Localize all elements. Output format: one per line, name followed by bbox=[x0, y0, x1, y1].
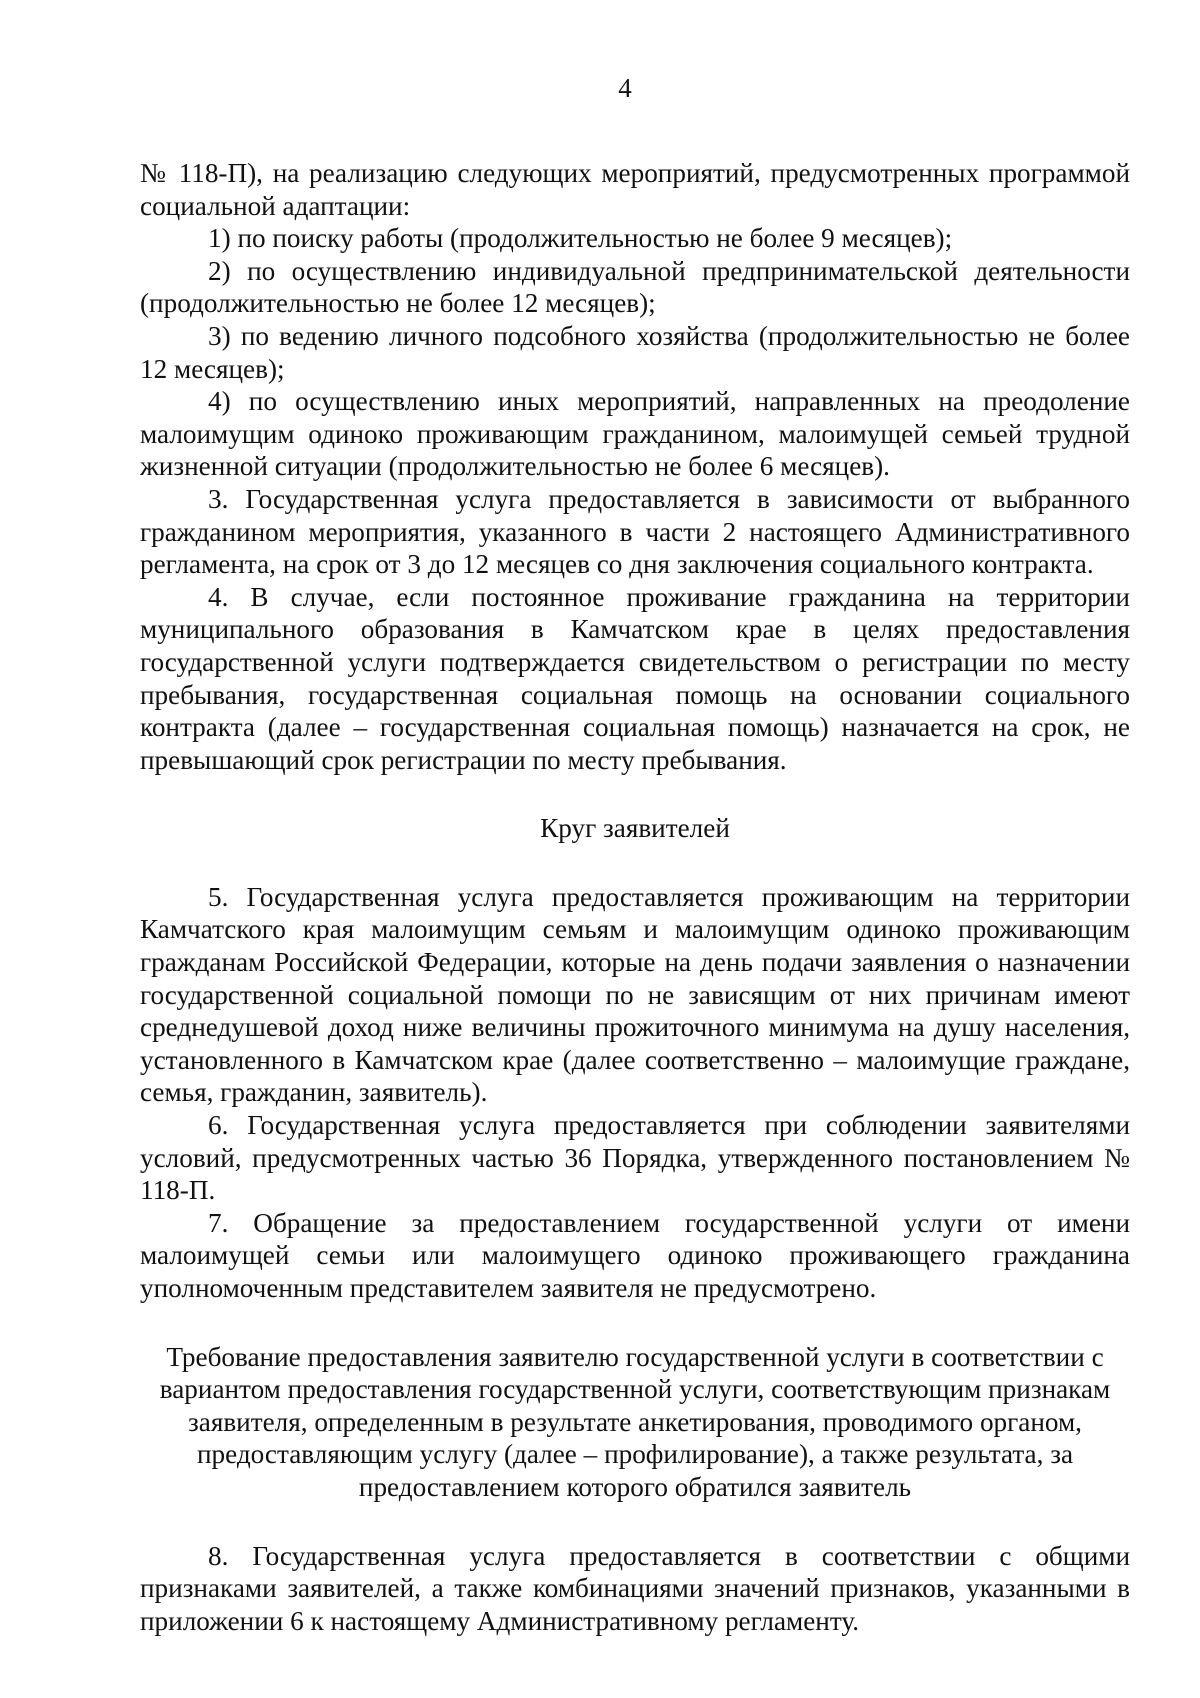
paragraph-6: 6. Государственная услуга предоставляется при соблюдении заявителями условий, предусмотренных частью 36 Порядка, утвержденного постановлением № 118-П. bbox=[140, 1110, 1130, 1206]
list-item-other-measures: 4) по осуществлению иных мероприятий, направленных на преодоление малоимущим одиноко проживающим гражданином, малоимущей семьей трудной жизненной ситуации (продолжительностью не более 6 месяцев). bbox=[140, 386, 1130, 482]
paragraph-7: 7. Обращение за предоставлением государственной услуги от имени малоимущей семьи или малоимущего одиноко проживающего гражданина уполномоченным представителем заявителя не предусмотрено. bbox=[140, 1207, 1130, 1303]
list-item-job-search: 1) по поиску работы (продолжительностью не более 9 месяцев); bbox=[208, 223, 953, 254]
paragraph-8: 8. Государственная услуга предоставляется в соответствии с общими признаками заявителей, а также комбинациями значений признаков, указанными в приложении 6 к настоящему Административному регламенту. bbox=[140, 1540, 1130, 1636]
paragraph-continuation: № 118-П), на реализацию следующих мероприятий, предусмотренных программой социальной адаптации: bbox=[140, 158, 1130, 221]
section-heading-requirement: Требование предоставления заявителю государственной услуги в соответствии с вариантом предоставления государственной услуги, соответствующим признакам заявителя, определенным в результате анкетирования, проводимого органом, предоставляющим услугу (далее – профилирование), а также результата, за предоставлением которого обратился заявитель bbox=[159, 1341, 1111, 1502]
page-number: 4 bbox=[618, 73, 632, 103]
list-item-household: 3) по ведению личного подсобного хозяйства (продолжительностью не более 12 месяцев); bbox=[140, 320, 1130, 384]
paragraph-5: 5. Государственная услуга предоставляется проживающим на территории Камчатского края малоимущим семьям и малоимущим одиноко проживающим гражданам Российской Федерации, которые на день подачи заявления о назначении государственной социальной помощи по не зависящим от них причинам имеют среднедушевой доход ниже величины прожиточного минимума на душу населения, установленного в Камчатском крае (далее соответственно – малоимущие граждане, семья, гражданин, заявитель). bbox=[140, 881, 1130, 1108]
document-body bbox=[140, 157, 1130, 1637]
section-heading-applicants: Круг заявителей bbox=[540, 813, 730, 844]
paragraph-3: 3. Государственная услуга предоставляется в зависимости от выбранного гражданином мероприятия, указанного в части 2 настоящего Административного регламента, на срок от 3 до 12 месяцев со дня заключения социального контракта. bbox=[140, 483, 1130, 580]
list-item-entrepreneurship: 2) по осуществлению индивидуальной предпринимательской деятельности (продолжительностью не более 12 месяцев); bbox=[140, 255, 1130, 319]
paragraph-4: 4. В случае, если постоянное проживание гражданина на территории муниципального образования в Камчатском крае в целях предоставления государственной услуги подтверждается свидетельством о регистрации по месту пребывания, государственная социальная помощь на основании социального контракта (далее – государственная социальная помощь) назначается на срок, не превышающий срок регистрации по месту пребывания. bbox=[140, 581, 1130, 775]
